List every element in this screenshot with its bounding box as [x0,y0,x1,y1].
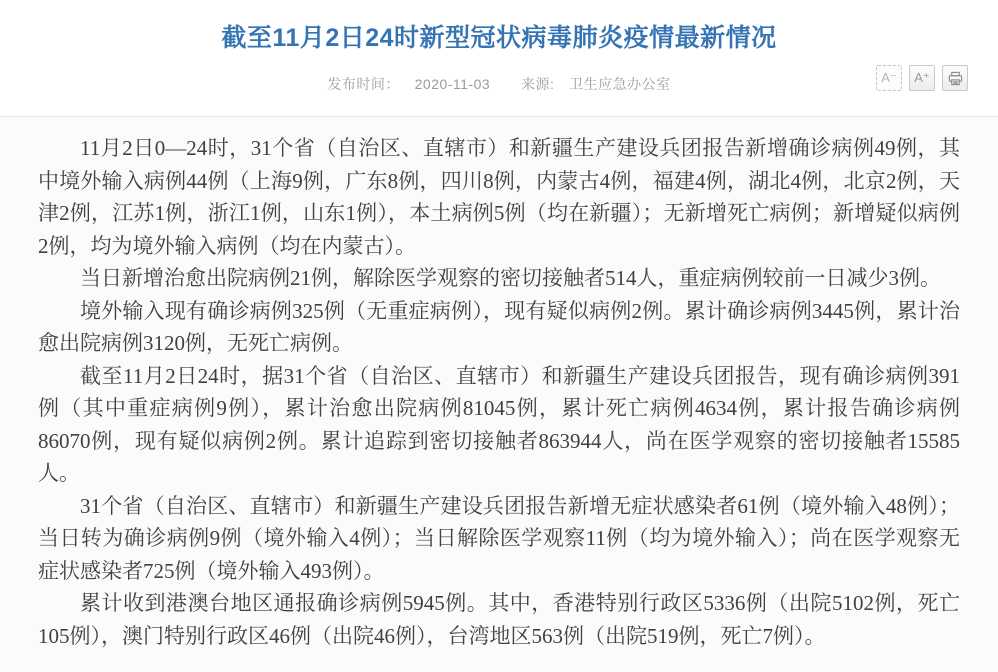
paragraph-5: 31个省（自治区、直辖市）和新疆生产建设兵团报告新增无症状感染者61例（境外输入48例）；当日转为确诊病例9例（境外输入4例）；当日解除医学观察11例（均为境外输入）；尚在医学观察无症状感染者725例（境外输入493例）。 [38,493,960,583]
toolbar [876,65,968,91]
font-decrease-button[interactable]: A⁻ [876,65,902,91]
paragraph-4: 截至11月2日24时，据31个省（自治区、直辖市）和新疆生产建设兵团报告，现有确诊病例391例（其中重症病例9例），累计治愈出院病例81045例，累计死亡病例4634例，累计报告确诊病例86070例，现有疑似病例2例。累计追踪到密切接触者863944人，尚在医学观察的密切接触者15585人。 [38,363,960,485]
paragraph-2: 当日新增治愈出院病例21例，解除医学观察的密切接触者514人，重症病例较前一日减少3例。 [80,266,941,290]
paragraph-6: 累计收到港澳台地区通报确诊病例5945例。其中，香港特别行政区5336例（出院5102例，死亡105例），澳门特别行政区46例（出院46例），台湾地区563例（出院519例，死亡7例）。 [38,591,960,648]
printer-icon [948,71,963,86]
publish-date: 2020-11-03 [414,76,491,92]
publish-time-label: 发布时间： [327,76,400,92]
page-title: 截至11月2日24时新型冠状病毒肺炎疫情最新情况 [221,24,777,52]
article-meta [0,60,998,94]
paragraph-3: 境外输入现有确诊病例325例（无重症病例），现有疑似病例2例。累计确诊病例3445例，累计治愈出院病例3120例，无死亡病例。 [38,298,960,355]
meta-row [0,60,998,110]
source-label: 来源: [520,76,555,92]
source-value: 卫生应急办公室 [569,76,671,92]
font-increase-button[interactable]: A⁺ [909,65,935,91]
print-button[interactable] [942,65,968,91]
article-body [0,117,998,672]
article-header [0,0,998,110]
paragraph-1: 11月2日0—24时，31个省（自治区、直辖市）和新疆生产建设兵团报告新增确诊病例49例，其中境外输入病例44例（上海9例，广东8例，四川8例，内蒙古4例，福建4例，湖北4例，北京2例，天津2例，江苏1例，浙江1例，山东1例），本土病例5例（均在新疆）；无新增死亡病例；新增疑似病例2例，均为境外输入病例（均在内蒙古）。 [38,136,960,258]
